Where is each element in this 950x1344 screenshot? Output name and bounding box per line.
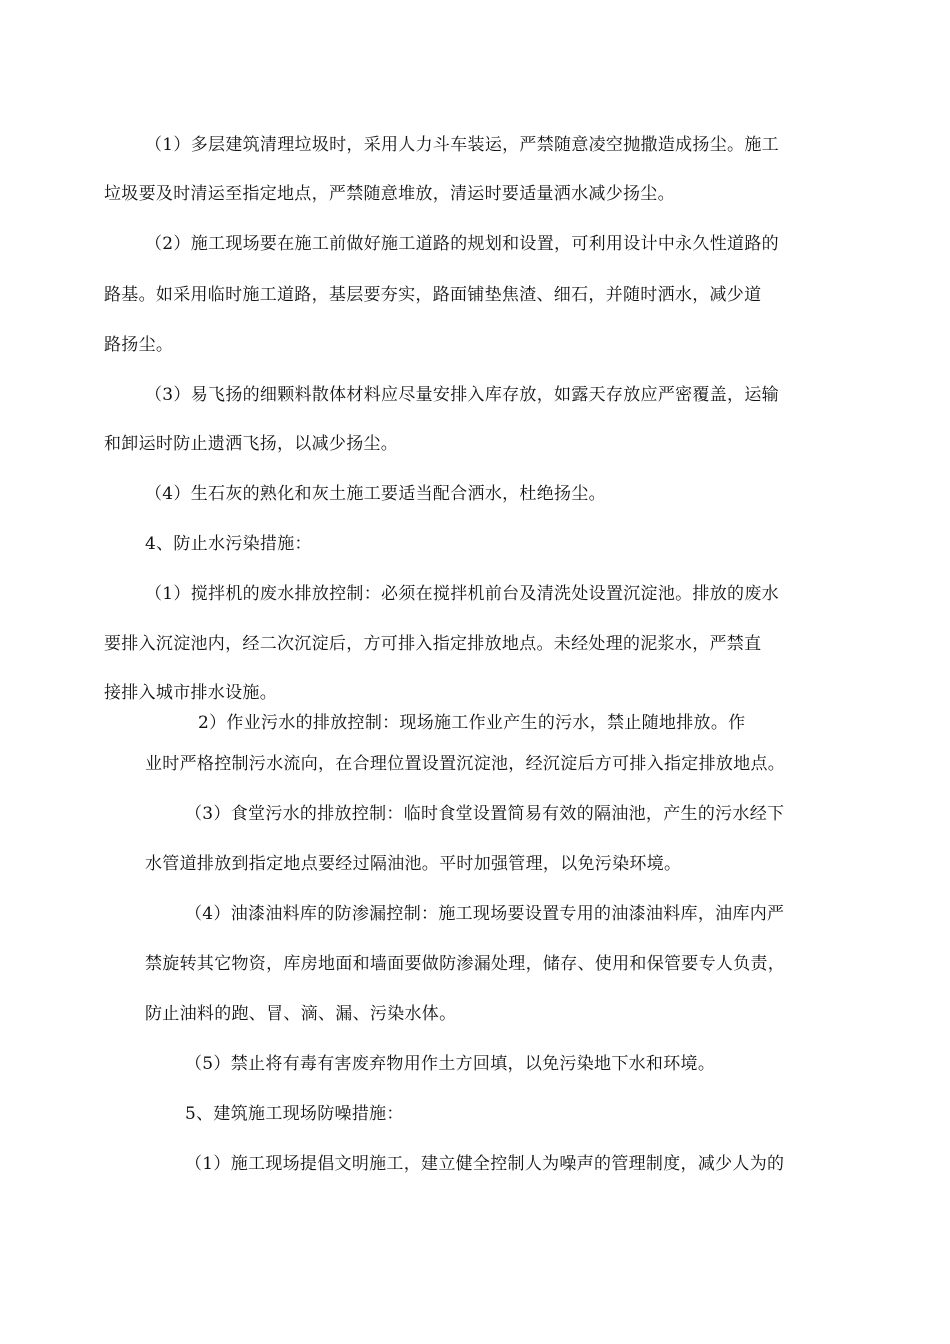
section-heading: 4、防止水污染措施： xyxy=(145,534,312,554)
text-line: 垃圾要及时清运至指定地点，严禁随意堆放，清运时要适量洒水减少扬尘。 xyxy=(104,184,675,204)
text-line: （3）易飞扬的细颗料散体材料应尽量安排入库存放，如露天存放应严密覆盖，运输 xyxy=(145,385,779,405)
text-line: 水管道排放到指定地点要经过隔油池。平时加强管理，以免污染环境。 xyxy=(145,854,682,874)
text-line: （4）油漆油料库的防渗漏控制：施工现场要设置专用的油漆油料库，油库内严 xyxy=(185,904,785,924)
text-line: 要排入沉淀池内，经二次沉淀后，方可排入指定排放地点。未经处理的泥浆水，严禁直 xyxy=(104,634,762,654)
text-line: 路扬尘。 xyxy=(104,335,174,355)
text-line: （1）施工现场提倡文明施工，建立健全控制人为噪声的管理制度，减少人为的 xyxy=(185,1154,785,1174)
text-line: 禁旋转其它物资，库房地面和墙面要做防渗漏处理，储存、使用和保管要专人负责， xyxy=(145,954,786,974)
text-line: 和卸运时防止遗洒飞扬，以减少扬尘。 xyxy=(104,434,399,454)
text-line: 路基。如采用临时施工道路，基层要夯实，路面铺垫焦渣、细石，并随时洒水，减少道 xyxy=(104,285,762,305)
text-line: （3）食堂污水的排放控制：临时食堂设置简易有效的隔油池，产生的污水经下 xyxy=(185,804,785,824)
text-line: 业时严格控制污水流向，在合理位置设置沉淀池，经沉淀后方可排入指定排放地点。 xyxy=(145,754,786,774)
text-line: 2）作业污水的排放控制：现场施工作业产生的污水，禁止随地排放。作 xyxy=(198,713,746,733)
text-line: （2）施工现场要在施工前做好施工道路的规划和设置，可利用设计中永久性道路的 xyxy=(145,234,779,254)
text-line: 防止油料的跑、冒、滴、漏、污染水体。 xyxy=(145,1004,457,1024)
text-line: 接排入城市排水设施。 xyxy=(104,683,277,703)
section-heading: 5、建筑施工现场防噪措施： xyxy=(185,1104,404,1124)
text-line: （5）禁止将有毒有害废弃物用作土方回填，以免污染地下水和环境。 xyxy=(185,1054,716,1074)
text-line: （1）搅拌机的废水排放控制：必须在搅拌机前台及清洗处设置沉淀池。排放的废水 xyxy=(145,584,779,604)
text-line: （1）多层建筑清理垃圾时，采用人力斗车装运，严禁随意凌空抛撒造成扬尘。施工 xyxy=(145,135,779,155)
text-line: （4）生石灰的熟化和灰土施工要适当配合洒水，杜绝扬尘。 xyxy=(145,484,606,504)
